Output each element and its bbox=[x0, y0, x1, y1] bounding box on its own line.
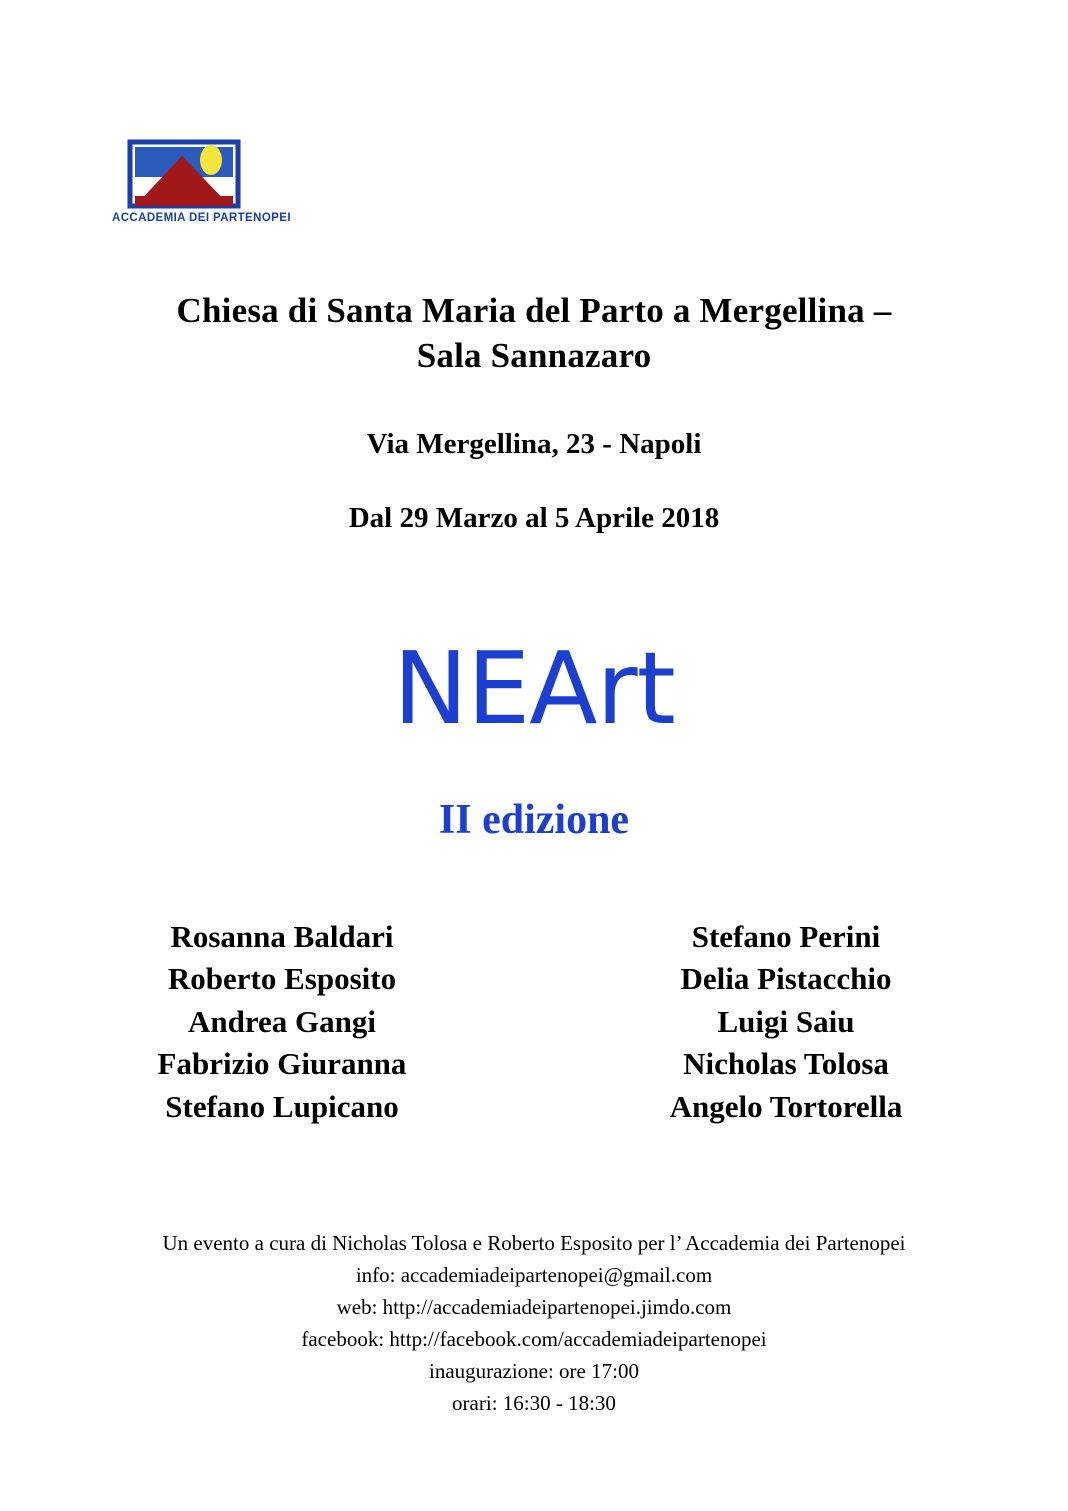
list-item: Rosanna Baldari bbox=[170, 919, 394, 954]
venue-line-2: Sala Sannazaro bbox=[416, 335, 652, 375]
list-item: Angelo Tortorella bbox=[669, 1088, 903, 1124]
venue-line-1: Chiesa di Santa Maria del Parto a Mergellina – bbox=[176, 291, 892, 330]
footer-hours: orari: 16:30 - 18:30 bbox=[452, 1390, 616, 1415]
footer-facebook: facebook: http://facebook.com/accademiadeipartenopei bbox=[301, 1326, 767, 1351]
vesuvius-logo-icon bbox=[112, 134, 287, 212]
list-item: Roberto Esposito bbox=[167, 961, 397, 997]
venue-address: Via Mergellina, 23 - Napoli bbox=[366, 428, 702, 460]
footer-info bbox=[0, 1228, 1068, 1419]
footer-credits: Un evento a cura di Nicholas Tolosa e Roberto Esposito per l’ Accademia dei Partenopei bbox=[162, 1231, 906, 1255]
list-item: Andrea Gangi bbox=[187, 1003, 377, 1039]
list-item: Luigi Saiu bbox=[717, 1003, 855, 1039]
list-item: Delia Pistacchio bbox=[680, 961, 892, 997]
artist-list bbox=[0, 916, 1068, 1128]
list-item: Nicholas Tolosa bbox=[683, 1046, 889, 1082]
event-dates: Dal 29 Marzo al 5 Aprile 2018 bbox=[348, 502, 720, 534]
list-item: Stefano Lupicano bbox=[165, 1088, 399, 1124]
list-item: Fabrizio Giuranna bbox=[157, 1046, 407, 1082]
artist-column-left bbox=[72, 916, 492, 1128]
event-edition: II edizione bbox=[438, 797, 630, 843]
footer-email: info: accademiadeipartenopei@gmail.com bbox=[355, 1262, 713, 1287]
list-item: Stefano Perini bbox=[691, 919, 881, 954]
page-title bbox=[0, 289, 1068, 379]
artist-column-right bbox=[576, 916, 996, 1128]
footer-opening: inaugurazione: ore 17:00 bbox=[429, 1358, 639, 1383]
footer-website: web: http://accademiadeipartenopei.jimdo.com bbox=[336, 1294, 732, 1319]
logo-caption: ACCADEMIA DEI PARTENOPEI bbox=[112, 212, 291, 224]
event-title: NEArt bbox=[393, 630, 675, 747]
academy-logo bbox=[112, 134, 291, 234]
